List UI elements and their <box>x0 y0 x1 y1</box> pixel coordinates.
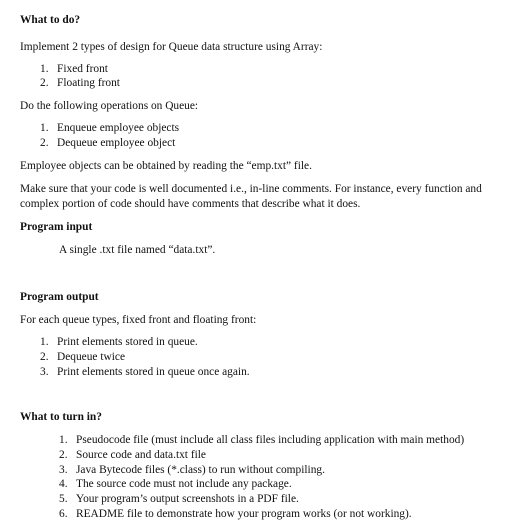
list-number: 1. <box>59 434 68 446</box>
list-number: 2. <box>59 449 68 461</box>
list-item <box>59 492 299 506</box>
program-input-text: A single .txt file named “data.txt”. <box>59 244 216 256</box>
program-output-intro: For each queue types, fixed front and floating front: <box>20 314 257 326</box>
list-item <box>40 335 198 349</box>
list-item <box>40 121 179 135</box>
list-number: 2. <box>40 351 49 363</box>
heading-program-output: Program output <box>20 291 99 303</box>
list-item <box>40 365 250 379</box>
list-text: Your program’s output screenshots in a PDF file. <box>76 493 299 505</box>
heading-what-to-do: What to do? <box>20 14 81 26</box>
list-number: 2. <box>40 77 49 89</box>
list-item <box>40 136 175 150</box>
list-number: 1. <box>40 122 49 134</box>
list-text: Floating front <box>57 77 120 89</box>
list-number: 1. <box>40 336 49 348</box>
list-text: Fixed front <box>57 63 108 75</box>
employee-note: Employee objects can be obtained by reading the “emp.txt” file. <box>20 160 312 172</box>
list-text: Pseudocode file (must include all class files including application with main method) <box>76 434 465 446</box>
list-item <box>40 350 125 364</box>
documentation-note-line-1: Make sure that your code is well documented i.e., in-line comments. For instance, every function and <box>20 183 482 195</box>
list-item <box>59 477 292 491</box>
list-number: 1. <box>40 63 49 75</box>
intro-paragraph: Implement 2 types of design for Queue data structure using Array: <box>20 41 323 53</box>
list-item <box>59 448 206 462</box>
documentation-note-line-2: complex portion of code should have comments that describe what it does. <box>20 198 361 210</box>
list-number: 3. <box>59 464 68 476</box>
list-number: 5. <box>59 493 68 505</box>
ops-intro-paragraph: Do the following operations on Queue: <box>20 100 199 112</box>
list-item <box>59 433 464 447</box>
list-text: Source code and data.txt file <box>76 449 206 461</box>
list-item <box>40 76 120 90</box>
list-text: The source code must not include any package. <box>76 478 292 490</box>
list-text: Enqueue employee objects <box>57 122 180 134</box>
list-number: 2. <box>40 137 49 149</box>
list-number: 6. <box>59 508 68 520</box>
list-item <box>59 507 412 521</box>
list-text: Print elements stored in queue once again. <box>57 366 250 378</box>
heading-program-input: Program input <box>20 221 93 233</box>
list-item <box>59 463 325 477</box>
list-text: README file to demonstrate how your program works (or not working). <box>76 508 412 520</box>
heading-what-to-turn-in: What to turn in? <box>20 411 102 423</box>
list-text: Dequeue employee object <box>57 137 176 149</box>
list-text: Dequeue twice <box>57 351 125 363</box>
list-text: Print elements stored in queue. <box>57 336 198 348</box>
list-text: Java Bytecode files (*.class) to run without compiling. <box>76 464 325 476</box>
list-number: 4. <box>59 478 68 490</box>
list-item <box>40 62 108 76</box>
list-number: 3. <box>40 366 49 378</box>
